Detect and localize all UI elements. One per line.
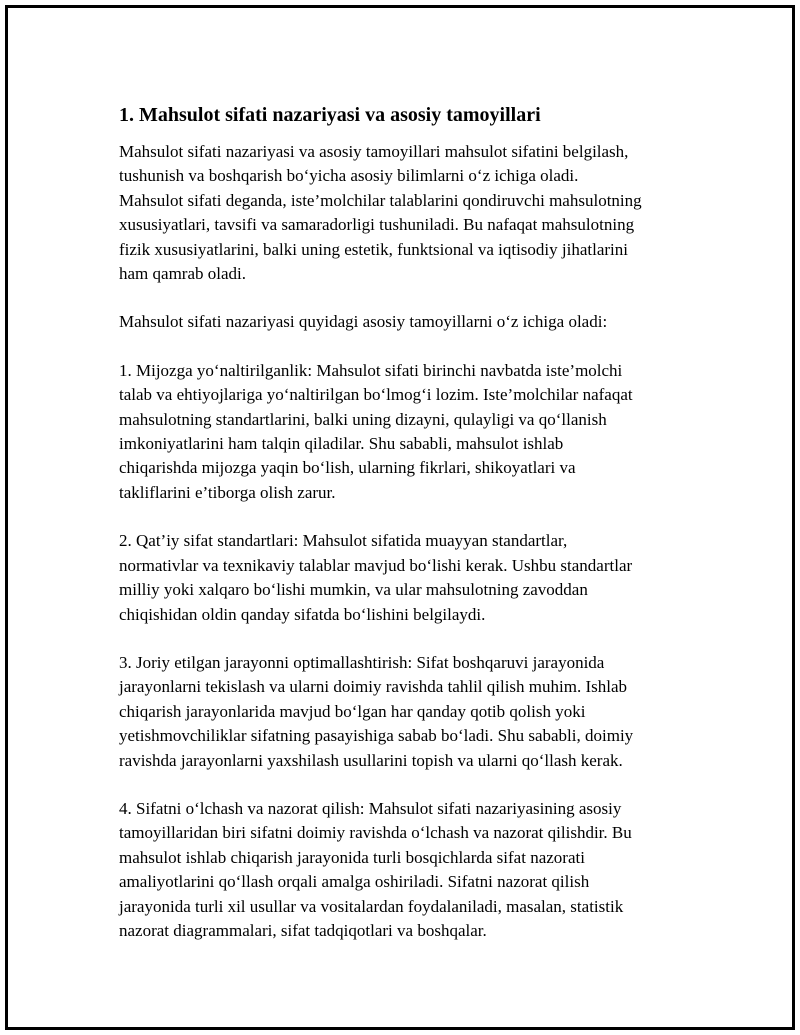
paragraph-intro: Mahsulot sifati nazariyasi va asosiy tamoyillari mahsulot sifatini belgilash, tushunish va boshqarish bo‘yicha asosiy bilimlarni o‘z ichiga oladi. Mahsulot sifati deganda, iste’molchilar talablarini qondiruvchi mahsulotning xususiyatlari, tavsifi va samaradorligi tushuniladi. Bu nafaqat mahsulotning fizik xususiyatlarini, balki uning estetik, funktsional va iqtisodiy jihatlarini ham qamrab oladi.	[119, 142, 642, 284]
paragraph-principle-3: 3. Joriy etilgan jarayonni optimallashtirish: Sifat boshqaruvi jarayonida jarayonlarni tekislash va ularni doimiy ravishda tahlil qilish muhim. Ishlab chiqarish jarayonlarida mavjud bo‘lgan har qanday qotib qolish yoki yetishmovchiliklar sifatning pasayishiga sabab bo‘ladi. Shu sababli, doimiy ravishda jarayonlarni yaxshilash usullarini topish va ularni qo‘llash kerak.	[119, 652, 634, 770]
paragraph-principles-lead: Mahsulot sifati nazariyasi quyidagi asosiy tamoyillarni o‘z ichiga oladi:	[119, 312, 608, 332]
section-title: 1. Mahsulot sifati nazariyasi va asosiy tamoyillari	[119, 104, 541, 126]
paragraph-principle-4: 4. Sifatni o‘lchash va nazorat qilish: Mahsulot sifati nazariyasining asosiy tamoyillaridan biri sifatni doimiy ravishda o‘lchash va nazorat qilishdir. Bu mahsulot ishlab chiqarish jarayonida turli bosqichlarda sifat nazorati amaliyotlarini qo‘llash orqali amalga oshiriladi. Sifatni nazorat qilish jarayonida turli xil usullar va vositalardan foydalaniladi, masalan, statistik nazorat diagrammalari, sifat tadqiqotlari va boshqalar.	[119, 798, 632, 940]
paragraph-principle-1: 1. Mijozga yo‘naltirilganlik: Mahsulot sifati birinchi navbatda iste’molchi talab va ehtiyojlariga yo‘naltirilgan bo‘lmog‘i lozim. Iste’molchilar nafaqat mahsulotning standartlarini, balki uning dizayni, qulayligi va qo‘llanish imkoniyatlarini ham talqin qiladilar. Shu sababli, mahsulot ishlab chiqarishda mijozga yaqin bo‘lish, ularning fikrlari, shikoyatlari va takliflarini e’tiborga olish zarur.	[119, 360, 633, 502]
page-frame	[5, 5, 795, 1030]
paragraph-principle-2: 2. Qat’iy sifat standartlari: Mahsulot sifatida muayyan standartlar, normativlar va texnikaviy talablar mavjud bo‘lishi kerak. Ushbu standartlar milliy yoki xalqaro bo‘lishi mumkin, va ular mahsulotning zavoddan chiqishidan oldin qanday sifatda bo‘lishini belgilaydi.	[119, 531, 633, 624]
document-body	[119, 102, 699, 967]
